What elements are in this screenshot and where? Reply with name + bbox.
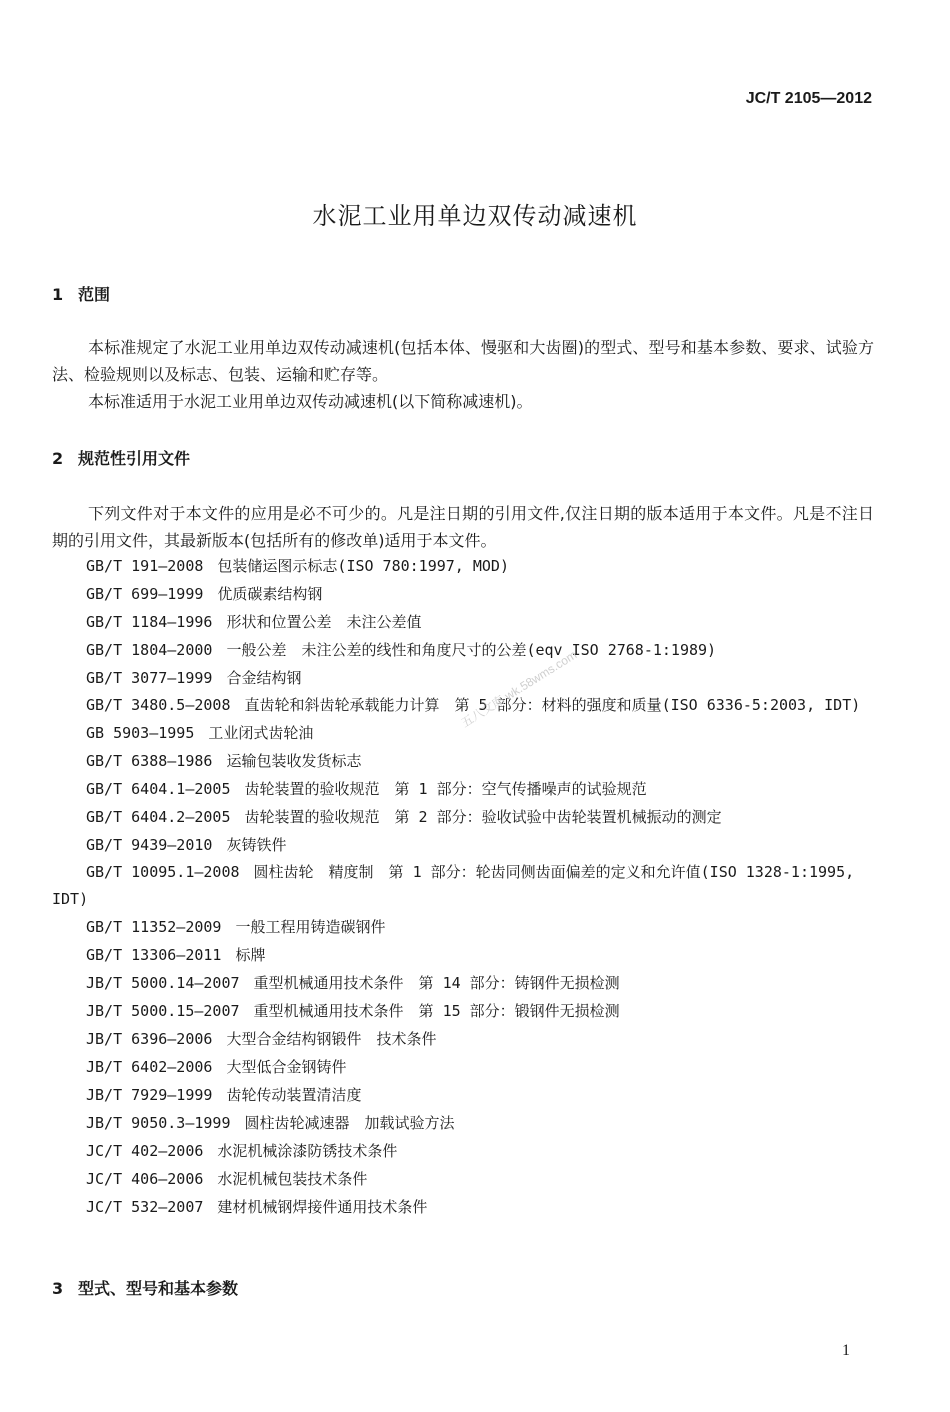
section-2-heading: [52, 446, 190, 469]
reference-code: GB/T 6388—1986: [86, 752, 213, 770]
reference-title: 水泥机械包装技术条件: [217, 1170, 368, 1188]
section-1-title: 范围: [78, 285, 111, 304]
reference-item: [52, 580, 874, 608]
document-title: 水泥工业用单边双传动减速机: [312, 202, 638, 230]
page-number: 1: [842, 1342, 850, 1359]
reference-code: GB/T 11352—2009: [86, 918, 222, 936]
reference-code: GB/T 6404.2—2005: [86, 808, 231, 826]
reference-item: [52, 803, 874, 831]
reference-code: GB/T 3480.5—2008: [86, 696, 231, 714]
reference-item: [52, 941, 874, 969]
reference-title: 建材机械钢焊接件通用技术条件: [217, 1198, 428, 1216]
watermark: 五八文库 wk.58wms.com: [458, 647, 580, 731]
reference-code: GB/T 1184—1996: [86, 613, 213, 631]
reference-item: [52, 1193, 874, 1221]
section-3-title: 型式、型号和基本参数: [78, 1279, 239, 1298]
reference-title: 直齿轮和斜齿轮承载能力计算 第 5 部分：材料的强度和质量(ISO 6336-5:2003, IDT): [244, 696, 861, 714]
section-1-number: 1: [52, 285, 64, 304]
reference-item: [52, 1137, 874, 1165]
reference-code: JC/T 406—2006: [86, 1170, 204, 1188]
reference-code: GB 5903—1995: [86, 724, 195, 742]
reference-title: 齿轮装置的验收规范 第 1 部分：空气传播噪声的试验规范: [244, 780, 647, 798]
reference-title: 重型机械通用技术条件 第 14 部分：铸钢件无损检测: [253, 974, 620, 992]
reference-code: GB/T 13306—2011: [86, 946, 222, 964]
reference-title: 包装储运图示标志(ISO 780:1997, MOD): [217, 557, 509, 575]
reference-code: JB/T 7929—1999: [86, 1086, 213, 1104]
reference-code: JB/T 6396—2006: [86, 1030, 213, 1048]
reference-item: [52, 997, 874, 1025]
reference-code: GB/T 6404.1—2005: [86, 780, 231, 798]
section-1-paragraph-1: 本标准规定了水泥工业用单边双传动减速机(包括本体、慢驱和大齿圈)的型式、型号和基本参数、要求、试验方法、检验规则以及标志、包装、运输和贮存等。: [52, 338, 874, 384]
reference-item: [52, 1081, 874, 1109]
reference-title: 齿轮装置的验收规范 第 2 部分：验收试验中齿轮装置机械振动的测定: [244, 808, 722, 826]
reference-item: [52, 859, 874, 913]
reference-code: GB/T 10095.1—2008: [86, 863, 240, 881]
section-2-intro: 下列文件对于本文件的应用是必不可少的。凡是注日期的引用文件,仅注日期的版本适用于本文件。凡是不注日期的引用文件，其最新版本(包括所有的修改单)适用于本文件。: [52, 504, 874, 550]
reference-item: [52, 1165, 874, 1193]
section-2-title: 规范性引用文件: [78, 449, 191, 468]
reference-title: 标牌: [235, 946, 266, 964]
section-1-paragraph-2: 本标准适用于水泥工业用单边双传动减速机(以下简称减速机)。: [88, 392, 533, 411]
reference-item: [52, 608, 874, 636]
reference-code: JB/T 9050.3—1999: [86, 1114, 231, 1132]
reference-code: JB/T 5000.15—2007: [86, 1002, 240, 1020]
reference-item: [52, 636, 874, 664]
standard-code: JC/T 2105—2012: [745, 90, 872, 107]
reference-title: 大型合金结构钢锻件 技术条件: [226, 1030, 437, 1048]
reference-item: [52, 1109, 874, 1137]
reference-item: [52, 913, 874, 941]
reference-title: 水泥机械涂漆防锈技术条件: [217, 1142, 398, 1160]
reference-code: JC/T 402—2006: [86, 1142, 204, 1160]
reference-title: 合金结构钢: [226, 669, 302, 687]
reference-item: [52, 775, 874, 803]
reference-code: GB/T 699—1999: [86, 585, 204, 603]
section-3-heading: [52, 1276, 238, 1299]
reference-code: JB/T 6402—2006: [86, 1058, 213, 1076]
reference-title: 一般公差 未注公差的线性和角度尺寸的公差(eqv ISO 2768-1:1989): [226, 641, 717, 659]
reference-title: 灰铸铁件: [226, 836, 287, 854]
reference-code: JB/T 5000.14—2007: [86, 974, 240, 992]
reference-title: 一般工程用铸造碳钢件: [235, 918, 386, 936]
reference-code: JC/T 532—2007: [86, 1198, 204, 1216]
reference-code: GB/T 191—2008: [86, 557, 204, 575]
reference-title: 圆柱齿轮 精度制 第 1 部分：轮齿同侧齿面偏差的定义和允许值(ISO 1328-1:1995, IDT): [52, 863, 855, 908]
section-3-number: 3: [52, 1279, 64, 1298]
reference-item: [52, 552, 874, 580]
reference-item: [52, 747, 874, 775]
reference-title: 齿轮传动装置清洁度: [226, 1086, 362, 1104]
reference-title: 运输包装收发货标志: [226, 752, 362, 770]
reference-list: [52, 552, 874, 1221]
reference-item: [52, 1025, 874, 1053]
reference-code: GB/T 3077—1999: [86, 669, 213, 687]
reference-code: GB/T 1804—2000: [86, 641, 213, 659]
reference-title: 圆柱齿轮减速器 加载试验方法: [244, 1114, 455, 1132]
reference-item: [52, 664, 874, 692]
reference-item: [52, 969, 874, 997]
section-2-number: 2: [52, 449, 64, 468]
reference-title: 形状和位置公差 未注公差值: [226, 613, 422, 631]
reference-title: 工业闭式齿轮油: [208, 724, 314, 742]
reference-item: [52, 831, 874, 859]
reference-title: 优质碳素结构钢: [217, 585, 323, 603]
section-1-heading: [52, 282, 110, 305]
reference-item: [52, 1053, 874, 1081]
reference-title: 大型低合金钢铸件: [226, 1058, 347, 1076]
reference-title: 重型机械通用技术条件 第 15 部分：锻钢件无损检测: [253, 1002, 620, 1020]
reference-code: GB/T 9439—2010: [86, 836, 213, 854]
